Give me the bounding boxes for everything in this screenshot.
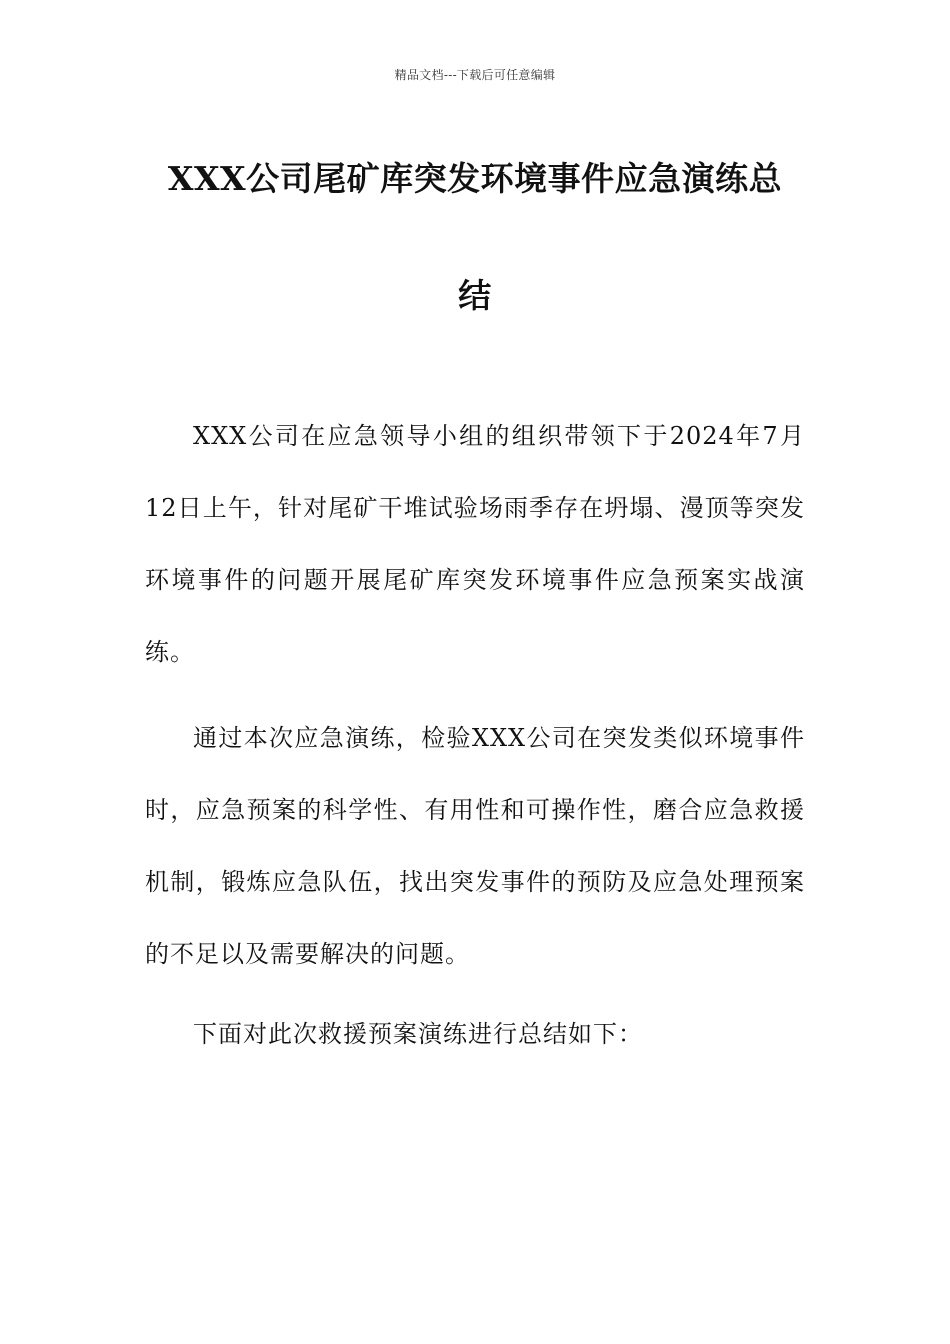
title-line-1: XXX公司尾矿库突发环境事件应急演练总 xyxy=(167,159,783,198)
header-note: 精品文档---下载后可任意编辑 xyxy=(394,68,556,82)
paragraph-summary-lead: 下面对此次救援预案演练进行总结如下： xyxy=(193,1020,643,1048)
paragraph-purpose: 通过本次应急演练，检验XXX公司在突发类似环境事件时，应急预案的科学性、有用性和可操作性，磨合应急救援机制，锻炼应急队伍，找出突发事件的预防及应急处理预案的不足以及需要解决的问题。 xyxy=(145,724,805,968)
document-title xyxy=(148,150,802,324)
document-body xyxy=(145,400,805,1070)
paragraph-intro: XXX公司在应急领导小组的组织带领下于2024年7月12日上午，针对尾矿干堆试验场雨季存在坍塌、漫顶等突发环境事件的问题开展尾矿库突发环境事件应急预案实战演练。 xyxy=(145,422,805,666)
title-line-2: 结 xyxy=(458,276,492,315)
